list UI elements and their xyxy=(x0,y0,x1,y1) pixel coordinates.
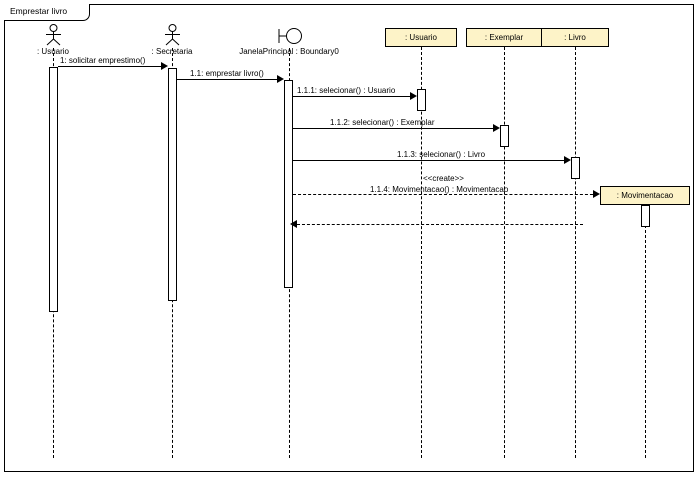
object-box-exemplar[interactable]: : Exemplar xyxy=(466,28,542,47)
activation-usuario-actor xyxy=(49,67,58,312)
message-label-4: 1.1.2: selecionar() : Exemplar xyxy=(330,118,435,127)
message-label-5: 1.1.3: selecionar() : Livro xyxy=(397,150,486,159)
message-label-2: 1.1: emprestar livro() xyxy=(190,69,264,78)
object-box-usuario[interactable]: : Usuario xyxy=(385,28,457,47)
message-line-7-return xyxy=(297,224,583,225)
message-arrowhead-4 xyxy=(493,124,500,132)
lifeline-livro-object xyxy=(575,47,576,458)
message-label-6: 1.1.4: Movimentacao() : Movimentacao xyxy=(370,185,509,194)
participant-label-usuario-actor: : Usuario xyxy=(36,47,69,56)
activation-secretaria-actor xyxy=(168,68,177,301)
message-arrowhead-7-return xyxy=(290,220,297,228)
object-box-movimentacao[interactable]: : Movimentacao xyxy=(600,186,690,205)
message-line-3 xyxy=(293,96,414,97)
message-arrowhead-2 xyxy=(277,75,284,83)
activation-movimentacao-object xyxy=(641,205,650,227)
message-arrowhead-6 xyxy=(593,190,600,198)
activation-livro-object xyxy=(571,157,580,179)
message-arrowhead-3 xyxy=(410,92,417,100)
message-line-1 xyxy=(58,66,165,67)
participant-label-secretaria-actor: : Secretaria xyxy=(151,47,193,56)
diagram-title: Emprestar livro xyxy=(10,6,68,16)
lifeline-movimentacao-object xyxy=(645,205,646,458)
message-line-4 xyxy=(293,128,497,129)
message-label-3: 1.1.1: selecionar() : Usuario xyxy=(297,86,396,95)
activation-exemplar-object xyxy=(500,125,509,147)
boundary-janela-principal-icon xyxy=(278,26,306,46)
diagram-frame xyxy=(4,4,694,472)
message-line-2 xyxy=(177,79,281,80)
message-line-6 xyxy=(293,194,598,195)
lifeline-exemplar-object xyxy=(504,47,505,458)
actor-secretaria-icon xyxy=(163,24,182,46)
object-box-livro[interactable]: : Livro xyxy=(541,28,609,47)
participant-label-janela-principal: JanelaPrincipal : Boundary0 xyxy=(239,47,339,56)
activation-usuario-object xyxy=(417,89,426,111)
message-label-1: 1: solicitar emprestimo() xyxy=(60,56,146,65)
message-stereotype-create: <<create>> xyxy=(423,174,464,183)
message-arrowhead-5 xyxy=(564,156,571,164)
message-line-5 xyxy=(293,160,568,161)
activation-janela-principal xyxy=(284,80,293,288)
actor-usuario-icon xyxy=(44,24,63,46)
message-arrowhead-1 xyxy=(161,62,168,70)
